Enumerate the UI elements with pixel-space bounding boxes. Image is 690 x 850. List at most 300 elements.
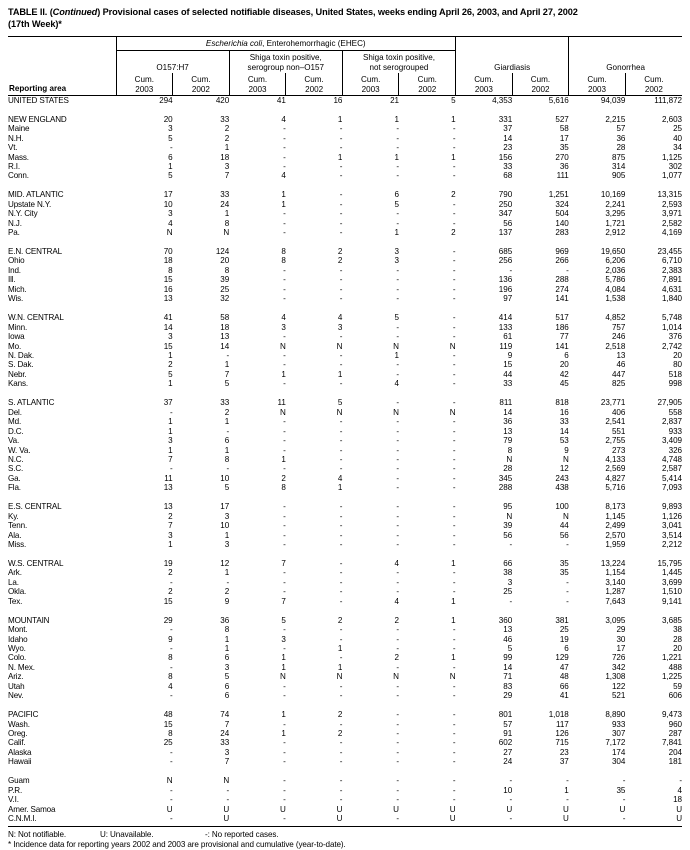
- row-value-cell: 7: [168, 521, 173, 531]
- row-value-cell: N: [449, 341, 456, 351]
- row-value-cell: -: [452, 417, 456, 427]
- row-value-cell: 15,795: [657, 558, 682, 568]
- table-row: [8, 483, 682, 492]
- row-value-cell: -: [339, 209, 343, 219]
- table-row: [8, 313, 682, 322]
- table-row: [8, 757, 682, 766]
- row-value-cell: 3,699: [661, 577, 682, 587]
- table-row: [8, 446, 682, 455]
- row-value-cell: -: [396, 454, 399, 464]
- row-value-cell: 13,315: [657, 190, 682, 200]
- row-value-cell: 5: [281, 615, 286, 625]
- row-value-cell: N: [336, 407, 343, 417]
- row-value-cell: 1,721: [605, 218, 626, 228]
- row-value-cell: 488: [668, 662, 682, 672]
- row-value-cell: 10: [220, 521, 230, 531]
- table-row: [8, 568, 682, 577]
- ehec-group-row: [8, 37, 682, 51]
- row-value-cell: 5: [224, 483, 230, 493]
- table-row-spacer: [8, 105, 682, 114]
- row-value-cell: 48: [559, 672, 569, 682]
- row-value-cell: -: [396, 332, 399, 342]
- row-value-cell: 8: [168, 729, 173, 739]
- row-value-cell: 117: [555, 719, 569, 729]
- row-value-cell: 7: [281, 558, 286, 568]
- table-row: [8, 228, 682, 237]
- table-row: [8, 653, 682, 662]
- row-value-cell: -: [452, 473, 456, 483]
- row-value-cell: -: [396, 634, 399, 644]
- row-value-cell: -: [283, 152, 286, 162]
- table-row-spacer: [8, 493, 682, 502]
- row-value-cell: -: [283, 379, 286, 389]
- row-value-cell: 790: [498, 190, 513, 200]
- row-value-cell: 3: [507, 577, 513, 587]
- row-value-cell: 3: [224, 747, 230, 757]
- row-value-cell: 11: [164, 473, 173, 483]
- row-value-cell: -: [396, 540, 399, 550]
- row-value-cell: 726: [611, 653, 626, 663]
- row-value-cell: 2,518: [605, 341, 626, 351]
- row-value-cell: -: [566, 795, 569, 805]
- row-value-cell: 1,959: [605, 540, 626, 550]
- row-value-cell: 1: [394, 350, 399, 360]
- row-value-cell: 2: [168, 511, 173, 521]
- row-value-cell: 37: [559, 757, 569, 767]
- row-value-cell: 28: [673, 634, 682, 644]
- row-area-label: Miss.: [8, 540, 27, 550]
- table-row: [8, 738, 682, 747]
- row-value-cell: 20: [673, 643, 682, 653]
- row-value-cell: 3: [281, 322, 286, 332]
- row-value-cell: 1: [168, 426, 173, 436]
- row-value-cell: -: [283, 143, 286, 153]
- row-area-label: Fla.: [8, 483, 21, 493]
- row-value-cell: 74: [220, 710, 230, 720]
- row-value-cell: -: [226, 350, 230, 360]
- row-value-cell: 1: [337, 369, 343, 379]
- row-value-cell: -: [283, 464, 286, 474]
- row-value-cell: 2: [224, 587, 230, 597]
- row-value-cell: 129: [555, 653, 569, 663]
- row-value-cell: -: [396, 776, 399, 786]
- row-value-cell: 36: [559, 161, 569, 171]
- row-value-cell: 111,872: [654, 95, 682, 105]
- row-value-cell: 5: [394, 199, 399, 209]
- row-value-cell: -: [396, 587, 399, 597]
- row-value-cell: U: [223, 804, 230, 814]
- row-value-cell: 825: [611, 379, 626, 389]
- row-value-cell: 1: [168, 161, 173, 171]
- row-value-cell: -: [396, 757, 399, 767]
- row-value-cell: 17: [616, 643, 626, 653]
- row-value-cell: 7: [224, 171, 230, 181]
- row-value-cell: 38: [673, 625, 682, 635]
- row-value-cell: -: [283, 625, 286, 635]
- row-value-cell: 2: [394, 653, 399, 663]
- table-row: [8, 748, 682, 757]
- table-row-spacer: [8, 389, 682, 398]
- row-value-cell: 4,133: [605, 454, 626, 464]
- row-value-cell: 23: [559, 747, 569, 757]
- row-value-cell: 5: [394, 313, 399, 323]
- row-area-label: Mo.: [8, 341, 22, 351]
- row-value-cell: 20: [163, 114, 173, 124]
- header-col-gonorrhea-2003: Cum. 2003: [569, 73, 626, 96]
- row-value-cell: 447: [611, 369, 626, 379]
- row-value-cell: U: [336, 814, 343, 824]
- row-value-cell: -: [396, 275, 399, 285]
- row-value-cell: N: [223, 228, 230, 238]
- row-value-cell: 2,587: [661, 464, 682, 474]
- row-value-cell: -: [339, 521, 343, 531]
- row-value-cell: 4: [337, 473, 343, 483]
- row-value-cell: 58: [220, 313, 230, 323]
- row-value-cell: -: [396, 483, 399, 493]
- row-value-cell: 56: [559, 530, 569, 540]
- spacer-cell: [8, 105, 682, 114]
- row-value-cell: -: [339, 747, 343, 757]
- row-value-cell: 3: [394, 247, 399, 257]
- row-value-cell: N: [449, 672, 456, 682]
- table-row: [8, 776, 682, 785]
- row-area-label: Alaska: [8, 747, 32, 757]
- row-value-cell: -: [452, 454, 456, 464]
- row-value-cell: 1: [224, 643, 230, 653]
- row-value-cell: 933: [611, 719, 626, 729]
- table-row-spacer: [8, 238, 682, 247]
- row-area-label: Vt.: [8, 143, 18, 153]
- row-value-cell: -: [339, 379, 343, 389]
- row-value-cell: 35: [559, 558, 569, 568]
- row-value-cell: 4,827: [605, 473, 626, 483]
- row-value-cell: -: [452, 445, 456, 455]
- row-value-cell: 38: [503, 568, 513, 578]
- row-value-cell: 3: [168, 530, 173, 540]
- row-value-cell: -: [622, 795, 626, 805]
- row-value-cell: 19,650: [600, 247, 626, 257]
- row-value-cell: -: [452, 625, 456, 635]
- row-value-cell: 13: [503, 625, 513, 635]
- row-area-label: Pa.: [8, 228, 20, 238]
- row-value-cell: -: [396, 426, 399, 436]
- row-value-cell: 15: [503, 360, 513, 370]
- row-value-cell: 1: [224, 445, 230, 455]
- row-value-cell: 2: [168, 587, 173, 597]
- table-row: [8, 209, 682, 218]
- row-value-cell: 119: [499, 341, 513, 351]
- row-value-cell: N: [562, 511, 569, 521]
- table-row: [8, 540, 682, 549]
- row-value-cell: 14: [559, 426, 569, 436]
- row-value-cell: 2,212: [661, 540, 682, 550]
- row-value-cell: -: [452, 738, 456, 748]
- row-area-label: Calif.: [8, 738, 26, 748]
- row-value-cell: 6: [564, 643, 569, 653]
- row-area-label: Va.: [8, 436, 20, 446]
- row-value-cell: 685: [498, 247, 513, 257]
- row-value-cell: 37: [503, 124, 513, 134]
- table-row: [8, 464, 682, 473]
- row-value-cell: -: [452, 521, 456, 531]
- row-value-cell: 133: [498, 322, 513, 332]
- row-value-cell: -: [396, 681, 399, 691]
- row-value-cell: U: [336, 804, 343, 814]
- row-value-cell: N: [393, 341, 399, 351]
- row-value-cell: 34: [673, 143, 682, 153]
- row-value-cell: -: [339, 568, 343, 578]
- table-row: [8, 663, 682, 672]
- row-value-cell: -: [226, 795, 230, 805]
- row-value-cell: 2: [337, 729, 343, 739]
- row-value-cell: -: [452, 795, 456, 805]
- table-row: [8, 559, 682, 568]
- row-area-label: V.I.: [8, 795, 19, 805]
- table-row: [8, 190, 682, 199]
- table-row: [8, 256, 682, 265]
- table-row: [8, 682, 682, 691]
- spacer-cell: [8, 701, 682, 710]
- row-value-cell: 3: [168, 124, 173, 134]
- row-value-cell: -: [283, 814, 286, 824]
- row-value-cell: 136: [498, 275, 513, 285]
- row-value-cell: -: [169, 757, 173, 767]
- row-value-cell: 326: [668, 445, 682, 455]
- row-value-cell: 140: [555, 218, 569, 228]
- row-value-cell: -: [339, 776, 343, 786]
- row-value-cell: -: [169, 795, 173, 805]
- row-value-cell: 1,840: [661, 294, 682, 304]
- row-value-cell: -: [396, 747, 399, 757]
- row-value-cell: 875: [611, 152, 626, 162]
- row-value-cell: 2: [224, 124, 230, 134]
- row-value-cell: 818: [555, 398, 569, 408]
- header-col-gonorrhea-2002: Cum. 2002: [625, 73, 682, 96]
- row-value-cell: -: [452, 143, 456, 153]
- row-value-cell: -: [169, 577, 173, 587]
- row-value-cell: -: [396, 729, 399, 739]
- row-value-cell: U: [166, 804, 173, 814]
- row-value-cell: -: [396, 662, 399, 672]
- table-row-spacer: [8, 304, 682, 313]
- row-value-cell: 5: [451, 95, 456, 105]
- row-value-cell: -: [396, 625, 399, 635]
- row-value-cell: 288: [498, 483, 513, 493]
- table-row-spacer: [8, 606, 682, 615]
- row-value-cell: 1: [394, 228, 399, 238]
- row-value-cell: 111: [556, 171, 569, 181]
- header-col-shiga-non-o157-2002: Cum. 2002: [286, 73, 343, 96]
- row-value-cell: 1: [451, 653, 456, 663]
- table-row: [8, 266, 682, 275]
- table-row: [8, 342, 682, 351]
- row-value-cell: 15: [163, 596, 173, 606]
- row-value-cell: 17: [220, 502, 230, 512]
- header-subgroup-giardiasis: Giardiasis: [494, 62, 531, 72]
- row-value-cell: 3: [168, 332, 173, 342]
- row-value-cell: -: [452, 322, 456, 332]
- row-value-cell: N: [393, 672, 399, 682]
- row-value-cell: -: [283, 587, 286, 597]
- row-value-cell: -: [452, 502, 456, 512]
- row-value-cell: 4: [394, 379, 399, 389]
- row-value-cell: 13,224: [600, 558, 626, 568]
- row-area-label: PACIFIC: [8, 710, 39, 720]
- row-area-label: Mich.: [8, 284, 27, 294]
- row-value-cell: 9: [224, 596, 230, 606]
- row-value-cell: 71: [503, 672, 513, 682]
- row-area-label: Ariz.: [8, 672, 24, 682]
- row-value-cell: -: [452, 464, 456, 474]
- row-value-cell: 30: [616, 634, 626, 644]
- table-row: [8, 332, 682, 341]
- row-value-cell: 13: [163, 502, 173, 512]
- row-value-cell: 23: [503, 143, 513, 153]
- row-value-cell: 68: [503, 171, 513, 181]
- row-value-cell: -: [283, 521, 286, 531]
- row-value-cell: 256: [498, 256, 513, 266]
- row-value-cell: 3: [281, 634, 286, 644]
- row-value-cell: -: [396, 161, 399, 171]
- row-value-cell: 345: [498, 473, 513, 483]
- row-area-label: Nebr.: [8, 369, 27, 379]
- footnotes: [8, 830, 682, 850]
- row-value-cell: -: [283, 757, 286, 767]
- row-value-cell: -: [339, 124, 343, 134]
- row-value-cell: 3,514: [661, 530, 682, 540]
- header-blank-giardiasis-top: [456, 37, 569, 51]
- table-row: [8, 531, 682, 540]
- row-value-cell: 2,742: [661, 341, 682, 351]
- row-value-cell: -: [396, 643, 399, 653]
- table-row: [8, 275, 682, 284]
- row-value-cell: -: [339, 171, 343, 181]
- row-value-cell: 5,616: [548, 95, 569, 105]
- header-group-ehec: Escherichia coli, Enterohemorrhagic (EHEC): [116, 37, 456, 51]
- row-value-cell: -: [452, 199, 456, 209]
- row-value-cell: -: [452, 785, 456, 795]
- row-value-cell: -: [283, 209, 286, 219]
- row-area-label: S. ATLANTIC: [8, 398, 55, 408]
- row-value-cell: 58: [559, 124, 569, 134]
- row-value-cell: 414: [498, 313, 513, 323]
- row-value-cell: -: [566, 587, 569, 597]
- row-value-cell: -: [283, 568, 286, 578]
- row-value-cell: -: [396, 398, 399, 408]
- row-value-cell: -: [452, 634, 456, 644]
- row-value-cell: 18: [163, 256, 173, 266]
- row-value-cell: 2,912: [605, 228, 626, 238]
- row-value-cell: 14: [220, 341, 230, 351]
- row-value-cell: -: [452, 360, 456, 370]
- row-value-cell: 7,891: [661, 275, 682, 285]
- row-value-cell: -: [283, 350, 286, 360]
- row-value-cell: 36: [616, 133, 626, 143]
- row-area-label: MOUNTAIN: [8, 615, 50, 625]
- row-value-cell: -: [339, 577, 343, 587]
- row-value-cell: 37: [163, 398, 173, 408]
- row-value-cell: -: [452, 643, 456, 653]
- row-value-cell: 29: [163, 615, 173, 625]
- row-value-cell: 33: [559, 417, 569, 427]
- row-value-cell: -: [452, 398, 456, 408]
- row-value-cell: -: [396, 445, 399, 455]
- table-row: [8, 578, 682, 587]
- row-area-label: NEW ENGLAND: [8, 114, 67, 124]
- row-value-cell: 9: [564, 445, 569, 455]
- row-value-cell: 8: [168, 672, 173, 682]
- row-value-cell: -: [339, 634, 343, 644]
- row-value-cell: -: [452, 511, 456, 521]
- table-row: [8, 124, 682, 133]
- row-value-cell: -: [566, 776, 569, 786]
- row-value-cell: 7,093: [661, 483, 682, 493]
- row-value-cell: -: [339, 511, 343, 521]
- row-value-cell: 15: [163, 275, 173, 285]
- row-value-cell: 304: [611, 757, 626, 767]
- row-value-cell: 1: [224, 568, 230, 578]
- row-value-cell: 905: [611, 171, 626, 181]
- row-value-cell: -: [283, 265, 286, 275]
- row-value-cell: 14: [503, 662, 513, 672]
- row-value-cell: 1,145: [605, 511, 626, 521]
- table-row: [8, 162, 682, 171]
- row-value-cell: -: [396, 577, 399, 587]
- table-row: [8, 814, 682, 823]
- row-area-label: N.C.: [8, 454, 24, 464]
- row-value-cell: 6: [224, 691, 230, 701]
- table-row: [8, 143, 682, 152]
- row-value-cell: 41: [559, 691, 569, 701]
- row-value-cell: 45: [559, 379, 569, 389]
- row-value-cell: 1,445: [661, 568, 682, 578]
- row-value-cell: -: [339, 218, 343, 228]
- row-value-cell: 9,893: [661, 502, 682, 512]
- row-value-cell: 2,755: [605, 436, 626, 446]
- row-value-cell: -: [283, 530, 286, 540]
- row-value-cell: -: [339, 161, 343, 171]
- row-value-cell: 4,748: [661, 454, 682, 464]
- row-value-cell: 2,215: [605, 114, 626, 124]
- row-value-cell: 39: [503, 521, 513, 531]
- row-value-cell: 504: [555, 209, 569, 219]
- row-value-cell: -: [509, 776, 513, 786]
- row-value-cell: 3: [224, 662, 230, 672]
- row-area-label: Ind.: [8, 265, 21, 275]
- row-area-label: UNITED STATES: [8, 95, 69, 105]
- row-value-cell: 342: [611, 662, 626, 672]
- title-continued-italic: Continued: [52, 7, 98, 17]
- row-value-cell: -: [452, 256, 456, 266]
- spacer-cell: [8, 238, 682, 247]
- row-area-label: S. Dak.: [8, 360, 34, 370]
- table-row: [8, 294, 682, 303]
- row-value-cell: 12: [220, 558, 230, 568]
- table-row: [8, 417, 682, 426]
- row-value-cell: 6: [168, 152, 173, 162]
- row-value-cell: -: [452, 587, 456, 597]
- row-value-cell: N: [336, 672, 343, 682]
- spacer-cell: [8, 493, 682, 502]
- row-value-cell: 33: [220, 190, 230, 200]
- row-value-cell: 99: [503, 653, 513, 663]
- row-value-cell: 33: [220, 114, 230, 124]
- row-value-cell: 9: [168, 634, 173, 644]
- row-value-cell: 25: [163, 738, 173, 748]
- row-value-cell: 24: [220, 729, 230, 739]
- table-row: [8, 323, 682, 332]
- row-value-cell: 79: [503, 436, 513, 446]
